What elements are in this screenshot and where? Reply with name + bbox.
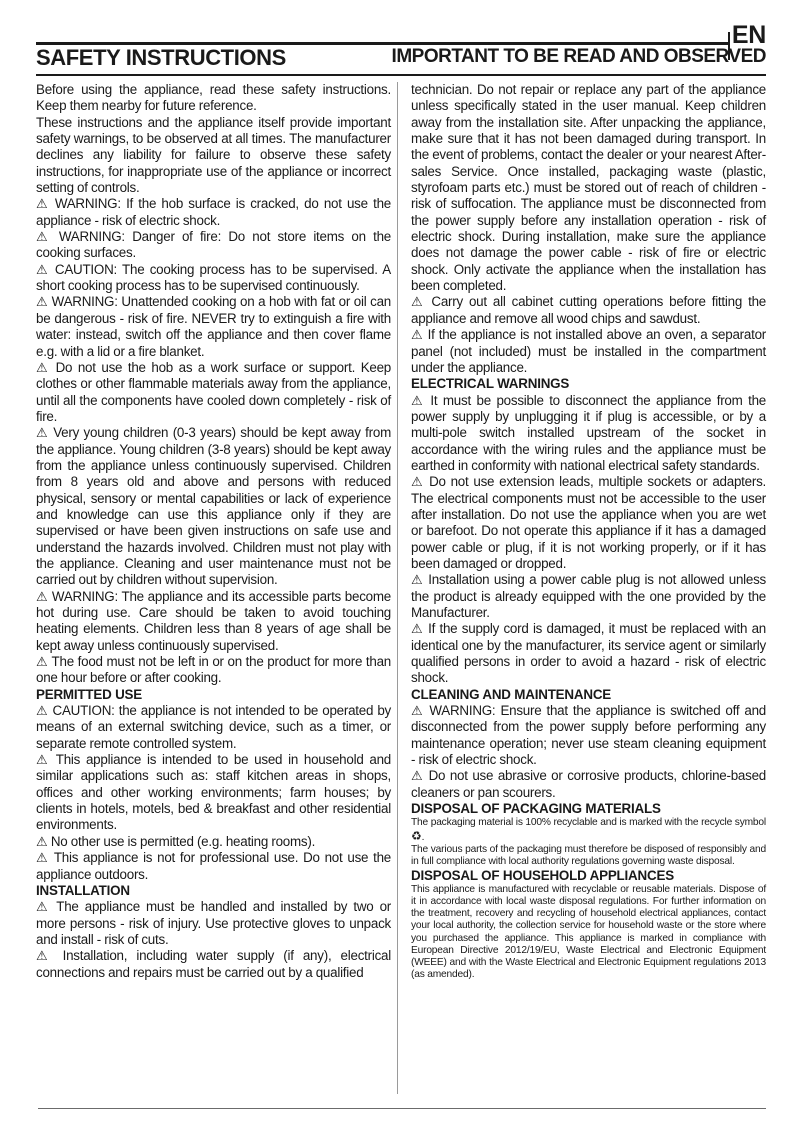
warning-paragraph: [411, 768, 766, 801]
paragraph-text: The food must not be left in or on the product for more than one hour before or after cooking.: [36, 654, 391, 686]
footer-rule: [38, 1108, 766, 1109]
right-column: [411, 82, 766, 1094]
paragraph-text: No other use is permitted (e.g. heating rooms).: [50, 833, 316, 849]
warning-paragraph: [36, 834, 391, 850]
warning-paragraph: [36, 850, 391, 883]
warning-triangle-icon: ⚠: [36, 703, 49, 719]
paragraph-text: These instructions and the appliance itself provide important safety warnings, to be observed at all times. The manufacturer declines any liability for failure to observe these safety instructions, for inappropriate use of the appliance or incorrect setting of controls.: [36, 114, 391, 196]
paragraph-text: Do not use extension leads, multiple sockets or adapters. The electrical components must not be accessible to the user after installation. Do not use the appliance when you are wet or barefoot. Do not operate this appliance if it has a damaged power cable or plug, if it is not working properly, or if it has been damaged or dropped.: [411, 474, 767, 571]
paragraph-text: WARNING: Ensure that the appliance is switched off and disconnected from the power supply before performing any maintenance operation; never use steam cleaning equipment - risk of electric shock.: [411, 703, 767, 768]
language-code: EN: [731, 21, 766, 49]
warning-triangle-icon: ⚠: [36, 833, 48, 849]
warning-triangle-icon: ⚠: [36, 196, 50, 212]
paragraph-text: CAUTION: The cooking process has to be supervised. A short cooking process has to be supervised continuously.: [36, 261, 391, 294]
paragraph-text: technician. Do not repair or replace any part of the appliance unless specifically stated in the user manual. Keep children away from the installation site. After unpacking the appliance, make sure that it has not been damaged during transport. In the event of problems, contact the dealer or your nearest After-sales Service. Once installed, packaging waste (plastic, styrofoam parts etc.) must be stored out of reach of children - risk of suffocation. The appliance must be disconnected from the power supply before any installation operation - risk of electric shock. During installation, make sure the appliance does not damage the power cable - risk of fire or electric shock. Only activate the appliance when the installation has been completed.: [411, 82, 766, 294]
warning-triangle-icon: ⚠: [36, 261, 50, 277]
warning-paragraph: [411, 703, 766, 768]
paragraph-text: WARNING: Danger of fire: Do not store items on the cooking surfaces.: [36, 229, 391, 261]
left-column: [36, 82, 391, 1094]
paragraph-text: CAUTION: the appliance is not intended to be operated by means of an external switching device, such as a timer, or separate remote controlled system.: [36, 703, 391, 751]
warning-triangle-icon: ⚠: [411, 703, 425, 719]
warning-triangle-icon: ⚠: [411, 572, 424, 588]
paragraph-text: The packaging material is 100% recyclable and is marked with the recycle symbol: [411, 817, 766, 829]
warning-triangle-icon: ⚠: [411, 768, 424, 784]
title-underline: [36, 74, 766, 76]
warning-triangle-icon: ⚠: [411, 621, 424, 637]
warning-paragraph: [411, 393, 766, 475]
paragraph-text: This appliance is intended to be used in household and similar applications such as: staff kitchen areas in shops, offices and other working environments; farm houses; by clients in hotels, motels, bed & breakfast and other residential environments.: [36, 752, 391, 833]
warning-paragraph: [36, 899, 391, 948]
column-divider: [397, 82, 398, 1094]
page-subtitle: IMPORTANT TO BE READ AND OBSERVED: [391, 46, 766, 67]
section-heading: ELECTRICAL WARNINGS: [411, 376, 570, 392]
warning-paragraph: [36, 425, 391, 588]
section-heading: DISPOSAL OF PACKAGING MATERIALS: [411, 801, 661, 817]
warning-paragraph: [36, 196, 391, 229]
warning-triangle-icon: ⚠: [36, 899, 51, 915]
paragraph-text: WARNING: Unattended cooking on a hob with fat or oil can be dangerous - risk of fire. NEVER try to extinguish a fire with water: instead, switch off the appliance and then cover flame e.g. with a lid or a fire blanket.: [36, 294, 391, 359]
body-paragraph: [36, 82, 391, 115]
section-heading: PERMITTED USE: [36, 686, 143, 702]
warning-triangle-icon: ⚠: [36, 359, 50, 375]
warning-triangle-icon: ⚠: [36, 425, 49, 441]
title-row: [36, 45, 766, 71]
warning-paragraph: [411, 327, 766, 376]
warning-triangle-icon: ⚠: [411, 474, 425, 490]
warning-triangle-icon: ⚠: [36, 229, 52, 245]
warning-paragraph: [411, 621, 766, 686]
body-paragraph: [411, 82, 766, 294]
warning-paragraph: [411, 474, 766, 572]
page-title: SAFETY INSTRUCTIONS: [36, 45, 286, 70]
warning-paragraph: [36, 703, 391, 752]
section-heading: CLEANING AND MAINTENANCE: [411, 686, 612, 702]
body-paragraph: [36, 115, 391, 197]
warning-triangle-icon: ⚠: [36, 654, 49, 670]
recycle-icon: ♻: [411, 828, 422, 843]
fine-print-paragraph: [411, 884, 766, 981]
warning-paragraph: [36, 360, 391, 425]
paragraph-text: The various parts of the packaging must therefore be disposed of responsibly and in full compliance with local authority regulations governing waste disposal.: [411, 843, 766, 867]
warning-paragraph: [36, 589, 391, 654]
warning-paragraph: [36, 294, 391, 359]
warning-triangle-icon: ⚠: [36, 588, 49, 604]
warning-triangle-icon: ⚠: [36, 948, 54, 964]
warning-paragraph: [36, 948, 391, 981]
section-heading: INSTALLATION: [36, 882, 130, 898]
warning-paragraph: [411, 294, 766, 327]
warning-triangle-icon: ⚠: [36, 850, 50, 866]
paragraph-text: Do not use abrasive or corrosive products, chlorine-based cleaners or pan scourers.: [411, 768, 766, 800]
paragraph-text: Before using the appliance, read these safety instructions. Keep them nearby for future reference.: [36, 82, 391, 114]
warning-paragraph: [36, 262, 391, 295]
paragraph-text: WARNING: The appliance and its accessible parts become hot during use. Care should be taken to avoid touching heating elements. Children less than 8 years of age shall be kept away unless continuously supervised.: [36, 588, 391, 653]
paragraph-text: The appliance must be handled and installed by two or more persons - risk of injury. Use protective gloves to unpack and install - risk of cuts.: [36, 899, 391, 947]
warning-triangle-icon: ⚠: [36, 294, 48, 310]
paragraph-text: This appliance is not for professional use. Do not use the appliance outdoors.: [36, 850, 391, 882]
paragraph-text: Installation, including water supply (if any), electrical connections and repairs must be carried out by a qualified: [36, 948, 391, 980]
warning-triangle-icon: ⚠: [36, 752, 51, 768]
paragraph-text: Installation using a power cable plug is not allowed unless the product is already equipped with the one provided by the Manufacturer.: [411, 572, 767, 620]
warning-triangle-icon: ⚠: [411, 294, 426, 310]
section-heading: DISPOSAL OF HOUSEHOLD APPLIANCES: [411, 867, 674, 883]
content-columns: [36, 82, 766, 1094]
warning-triangle-icon: ⚠: [411, 327, 424, 343]
fine-print-paragraph: The packaging material is 100% recyclable and is marked with the recycle symbol ♻.: [411, 817, 766, 843]
warning-paragraph: [36, 229, 391, 262]
warning-paragraph: [411, 572, 766, 621]
paragraph-text: Do not use the hob as a work surface or support. Keep clothes or other flammable materials away from the appliance, until all the components have cooled down completely - risk of fire.: [36, 359, 392, 424]
paragraph-text: If the appliance is not installed above an oven, a separator panel (not included) must be installed in the compartment under the appliance.: [411, 327, 766, 375]
paragraph-text: It must be possible to disconnect the appliance from the power supply by unplugging it if plug is accessible, or by a multi-pole switch installed upstream of the socket in accordance with the wiring rules and the appliance must be earthed in conformity with national electrical safety standards.: [411, 392, 766, 473]
warning-paragraph: [36, 654, 391, 687]
paragraph-text: Very young children (0-3 years) should be kept away from the appliance. Young children (3-8 years) should be kept away from the appliance unless continuously supervised. Children from 8 years old and above and persons with reduced physical, sensory or mental capabilities or lack of experience and knowledge can use this appliance only if they are supervised or have been given instructions on safe use and understand the hazards involved. Children must not play with the appliance. Cleaning and user maintenance must not be carried out by children without supervision.: [36, 425, 391, 588]
warning-paragraph: [36, 752, 391, 834]
paragraph-text: If the supply cord is damaged, it must be replaced with an identical one by the manufacturer, its service agent or similarly qualified persons in order to avoid a hazard - risk of electric shock.: [411, 621, 766, 686]
warning-triangle-icon: ⚠: [411, 392, 425, 408]
paragraph-text: Carry out all cabinet cutting operations before fitting the appliance and remove all wood chips and sawdust.: [411, 294, 766, 326]
fine-print-paragraph: [411, 844, 766, 868]
paragraph-text: WARNING: If the hob surface is cracked, do not use the appliance - risk of electric shock.: [36, 196, 391, 228]
paragraph-text: This appliance is manufactured with recyclable or reusable materials. Dispose of it in accordance with local waste disposal regulations. For further information on the treatment, recovery and recycling of household electrical appliances, contact your local authority, the collection service for household waste or the store where you purchased the appliance. This appliance is marked in compliance with European Directive 2012/19/EU, Waste Electrical and Electronic Equipment (WEEE) and with the Waste Electrical and Electronic Equipment regulations 2013 (as amended).: [411, 884, 766, 980]
